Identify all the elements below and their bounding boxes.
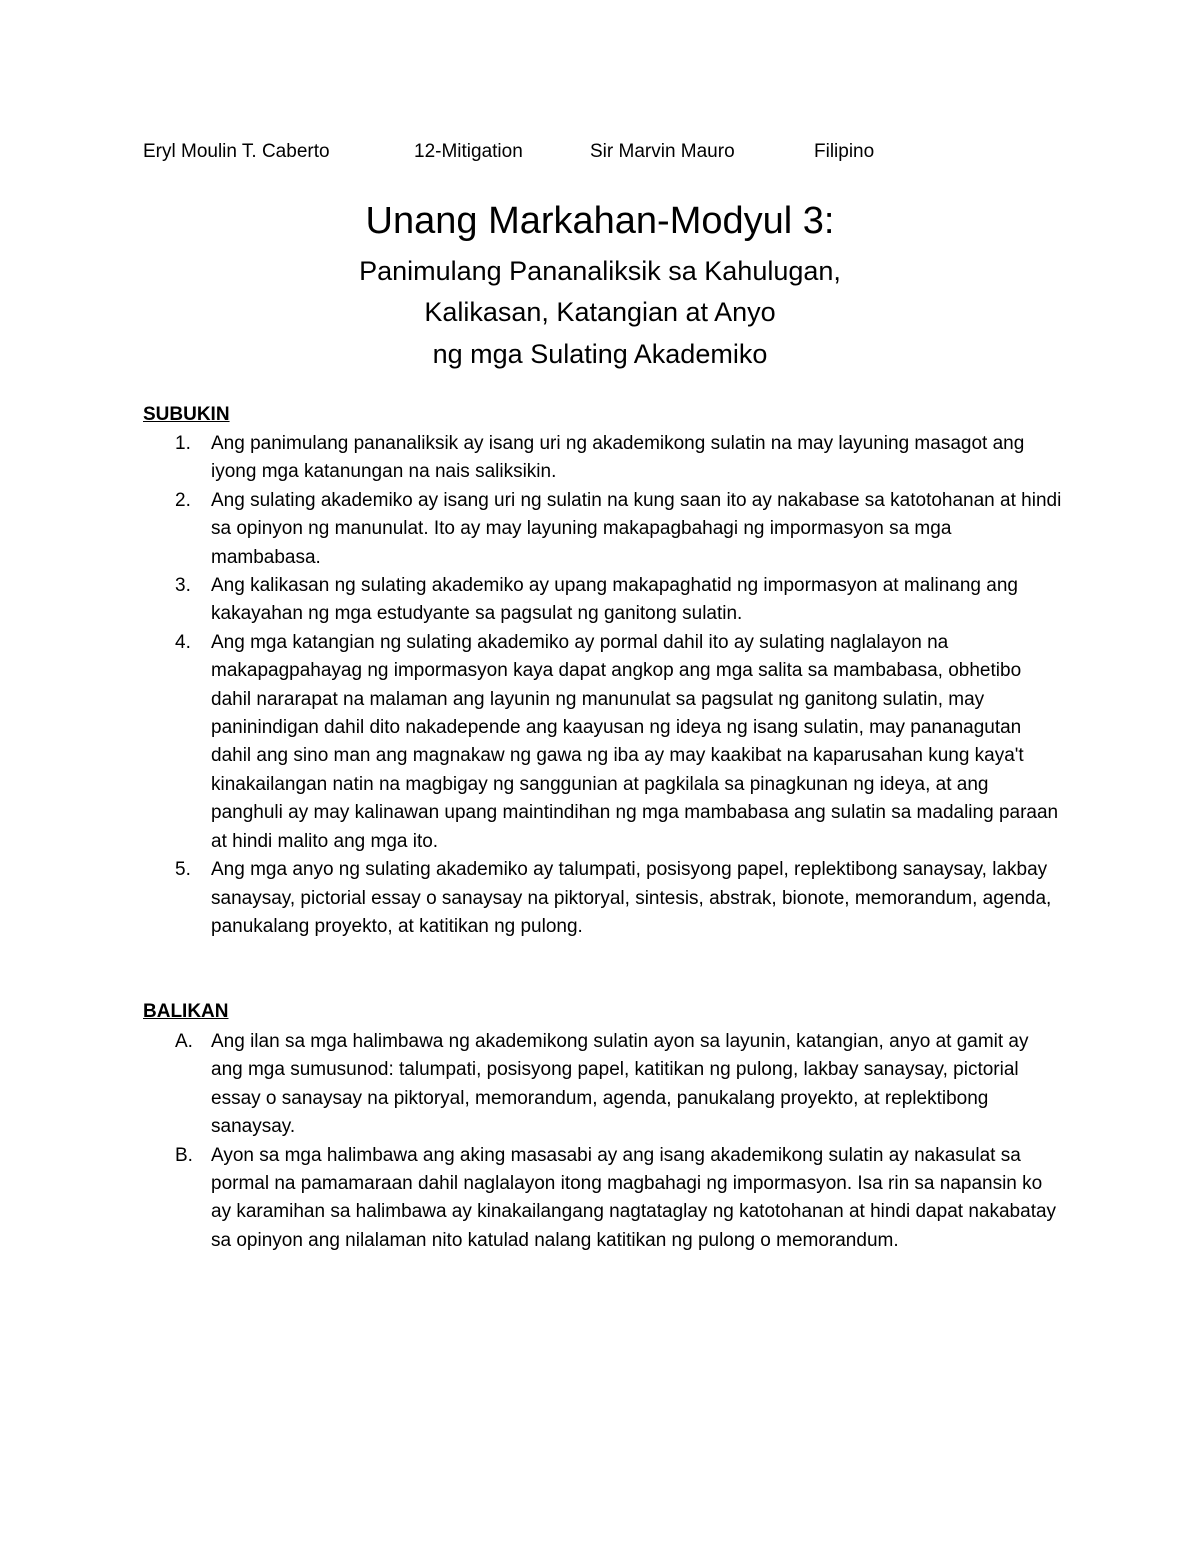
subukin-heading: SUBUKIN [143,404,230,425]
balikan-heading: BALIKAN [143,1001,229,1022]
list-item-number: 2. [175,489,191,511]
list-item-text: Ang panimulang pananaliksik ay isang uri ng akademikong sulatin na may layuning masagot ang iyong mga katanungan na nais saliksikin. [211,433,1025,483]
list-item-text: Ang mga anyo ng sulating akademiko ay talumpati, posisyong papel, replektibong sanaysay, lakbay sanaysay, pictorial essay o sanaysay na piktoryal, sintesis, abstrak, bionote, memorandum, agenda, panukalang proyekto, at katitikan ng pulong. [211,859,1052,937]
list-item-number: 4. [175,631,191,653]
list-item-number: 1. [175,433,191,454]
list-item [143,1028,1063,1142]
list-item [143,430,1063,487]
subukin-list [143,430,1063,941]
list-item [143,629,1063,856]
subject-name: Filipino [814,141,875,162]
document-subtitle-line-1: Panimulang Pananaliksik sa Kahulugan, [359,256,841,286]
list-item [143,487,1063,572]
list-item-letter: A. [175,1031,193,1052]
balikan-list [143,1028,1063,1255]
list-item [143,1142,1063,1256]
list-item [143,572,1063,629]
list-item-text: Ang kalikasan ng sulating akademiko ay upang makapaghatid ng impormasyon at malinang ang kakayahan ng mga estudyante sa pagsulat ng ganitong sulatin. [211,575,1018,625]
list-item-number: 3. [175,575,191,597]
document-subtitle-line-2: Kalikasan, Katangian at Anyo [424,297,776,327]
list-item-number: 5. [175,859,191,881]
document-subtitle-line-3: ng mga Sulating Akademiko [432,339,768,369]
teacher-name: Sir Marvin Mauro [590,141,735,162]
list-item-text: Ang sulating akademiko ay isang uri ng sulatin na kung saan ito ay nakabase sa katotohanan at hindi sa opinyon ng manunulat. Ito ay may layuning makapagbahagi ng impormasyon sa mga mambabasa. [211,489,1062,568]
student-name: Eryl Moulin T. Caberto [143,141,330,162]
list-item-letter: B. [175,1144,193,1166]
list-item-text: Ang mga katangian ng sulating akademiko ay pormal dahil ito ay sulating naglalayon na makapagpahayag ng impormasyon kaya dapat angkop ang mga salita sa mambabasa, obhetibo dahil nararapat na malaman ang layunin ng manunulat sa pagsulat ng ganitong sulatin, may paninindigan dahil dito nakadepende ang kaayusan ng ideya ng isang sulatin, may pananagutan dahil ang sino man ang magnakaw ng gawa ng iba ay may kaakibat na kaparusahan kung kaya't kinakailangan natin na magbigay ng sanggunian at pagkilala sa pinagkunan ng ideya, at ang panghuli ay may kalinawan upang maintindihan ng mga mambabasa ang sulatin sa madaling paraan at hindi malito ang mga ito. [211,631,1059,852]
document-title: Unang Markahan-Modyul 3: [365,200,835,242]
list-item-text: Ang ilan sa mga halimbawa ng akademikong sulatin ayon sa layunin, katangian, anyo at gamit ay ang mga sumusunod: talumpati, posisyong papel, katitikan ng pulong, lakbay sanaysay, pictorial essay o sanaysay na piktoryal, memorandum, agenda, panukalang proyekto, at replektibong sanaysay. [211,1031,1029,1138]
list-item [143,856,1063,941]
student-info-header [143,141,1043,169]
list-item-text: Ayon sa mga halimbawa ang aking masasabi ay ang isang akademikong sulatin ay nakasulat sa pormal na pamamaraan dahil naglalayon itong magbahagi ng impormasyon. Isa rin sa napansin ko ay karamihan sa halimbawa ay kinakailangang nagtataglay ng katotohanan at hindi dapat nakabatay sa opinyon ang nilalaman nito katulad nalang katitikan ng pulong o memorandum. [211,1144,1057,1251]
student-section: 12-Mitigation [414,141,523,162]
